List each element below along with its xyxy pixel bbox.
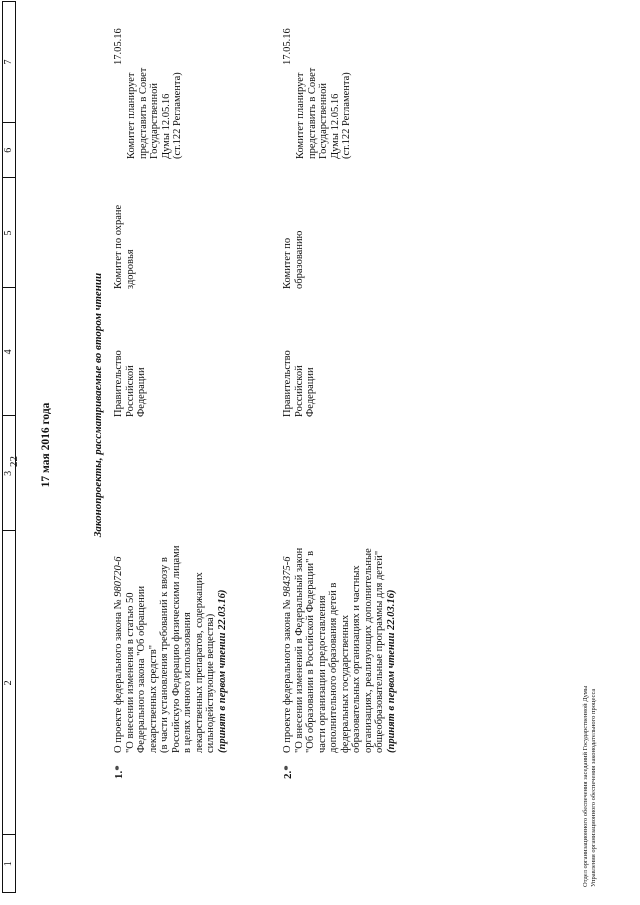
bill-title: О проекте федерального закона № 980720-6: [113, 556, 124, 753]
bill-author: Правительство Российской Федерации: [282, 350, 316, 417]
consideration-date: 17.05.16: [282, 28, 293, 65]
section-heading: Законопроекты, рассматриваемые во втором чтении: [92, 272, 104, 538]
column-header-1: 1: [3, 835, 16, 893]
bill-description: О проекте федерального закона № 980720-6 "О внесении изменения в статью 50 Федерального закона "Об обращении лекарственных средств" (в части установления требований к ввозу в Российскую Федерацию физическими лицами в целях личного использования лекарственных препаратов, содержащих сильнодействующие вещества) (принят в первом чтении 22.03.16): [113, 423, 228, 753]
row-number: 2.*: [282, 765, 294, 779]
footer-department: Отдел организационного обеспечения заседаний Государственной Думы Управления организационного обеспечения законодательного процесса: [582, 685, 597, 887]
column-header-row: [2, 1, 16, 893]
column-header-3: 3: [3, 416, 16, 531]
column-header-4: 4: [3, 288, 16, 416]
consideration-date: 17.05.16: [113, 28, 124, 65]
page-number: 22: [8, 456, 20, 467]
responsible-committee: Комитет по охране здоровья: [113, 204, 136, 289]
responsible-committee: Комитет по образованию: [282, 230, 305, 289]
first-reading-note: (принят в первом чтении 22.03.16): [216, 589, 228, 753]
committee-note: Комитет планирует представить в Совет Государственной Думы 12.05.16 (ст.122 Регламента): [295, 67, 352, 159]
row-number: 1.*: [113, 765, 125, 779]
date-heading: 17 мая 2016 года: [40, 402, 52, 488]
bill-number: 984375-6: [282, 556, 293, 597]
bill-number: 980720-6: [113, 556, 124, 597]
first-reading-note: (принят в первом чтении 22.03.16): [385, 589, 397, 753]
column-header-6: 6: [3, 122, 16, 178]
bill-author: Правительство Российской Федерации: [113, 350, 147, 417]
column-header-2: 2: [3, 531, 16, 835]
bill-title: О проекте федерального закона № 984375-6: [282, 556, 293, 753]
column-header-7: 7: [3, 2, 16, 123]
bill-description: О проекте федерального закона № 984375-6 "О внесении изменений в Федеральный закон "Об образовании в Российской Федерации" в части организации предоставления дополнительного образования детей в федеральных государственных образовательных организациях и частных организациях, реализующих дополнительные общеобразовательные программы для детей" (принят в первом чтении 22.03.16): [282, 423, 397, 753]
committee-note: Комитет планирует представить в Совет Государственной Думы 12.05.16 (ст.122 Регламента): [126, 67, 183, 159]
column-header-5: 5: [3, 178, 16, 288]
